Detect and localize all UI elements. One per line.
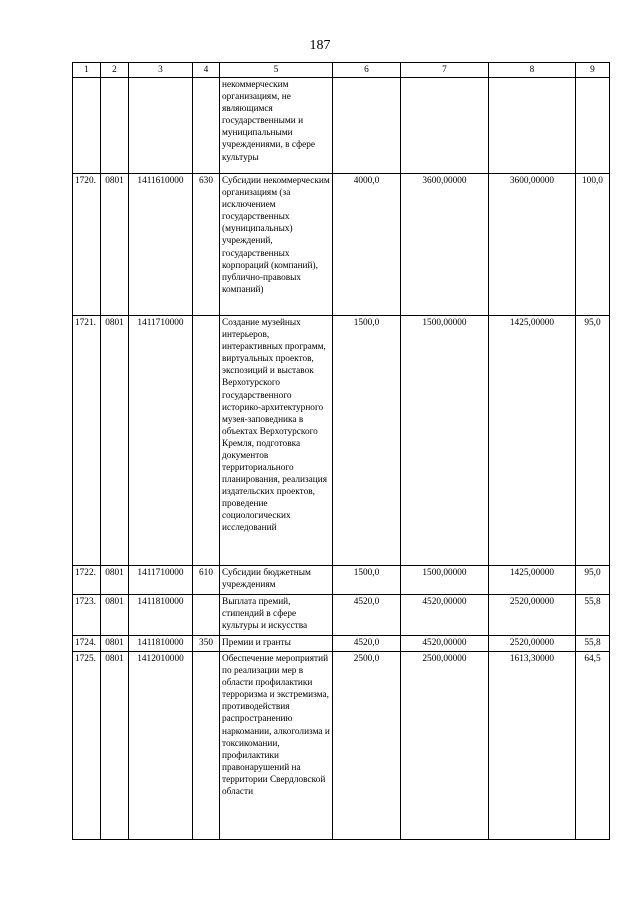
- plan-amount-cell: 1500,0: [333, 316, 401, 566]
- target-code-cell: 1411610000: [129, 174, 193, 316]
- percent-cell: 95,0: [576, 566, 610, 595]
- percent-cell: [576, 78, 610, 174]
- target-code-cell: 1411810000: [129, 595, 193, 636]
- section-code-cell: [101, 78, 129, 174]
- column-header: 4: [193, 63, 220, 78]
- page-number: 187: [309, 38, 331, 53]
- table-row: [73, 316, 610, 566]
- target-code-cell: 1412010000: [129, 652, 193, 840]
- plan-amount-cell: 2500,0: [333, 652, 401, 840]
- item-name-cell: Выплата премий, стипендий в сфере культуры и искусства: [220, 595, 333, 636]
- row-number-cell: 1722.: [73, 566, 101, 595]
- plan-amount-cell: 4000,0: [333, 174, 401, 316]
- item-name-cell: Обеспечение мероприятий по реализации мер в области профилактики терроризма и экстремизма, противодействия распространению наркомании, алкоголизма и токсикомании, профилактики правонарушений на территории Свердловской области: [220, 652, 333, 840]
- table-row: [73, 636, 610, 652]
- column-header: 2: [101, 63, 129, 78]
- section-code-cell: 0801: [101, 652, 129, 840]
- approved-amount-cell: 2500,00000: [401, 652, 489, 840]
- approved-amount-cell: 4520,00000: [401, 595, 489, 636]
- column-header: 8: [489, 63, 576, 78]
- executed-amount-cell: 1425,00000: [489, 316, 576, 566]
- executed-amount-cell: [489, 78, 576, 174]
- plan-amount-cell: 1500,0: [333, 566, 401, 595]
- column-header: 3: [129, 63, 193, 78]
- table-row: [73, 595, 610, 636]
- section-code-cell: 0801: [101, 316, 129, 566]
- column-header: 7: [401, 63, 489, 78]
- section-code-cell: 0801: [101, 566, 129, 595]
- approved-amount-cell: 1500,00000: [401, 566, 489, 595]
- item-name-cell: Премии и гранты: [220, 636, 333, 652]
- column-header: 1: [73, 63, 101, 78]
- expense-type-cell: [193, 316, 220, 566]
- row-number-cell: 1725.: [73, 652, 101, 840]
- executed-amount-cell: 1425,00000: [489, 566, 576, 595]
- target-code-cell: 1411710000: [129, 566, 193, 595]
- item-name-cell: Субсидии бюджетным учреждениям: [220, 566, 333, 595]
- section-code-cell: 0801: [101, 174, 129, 316]
- column-header: 9: [576, 63, 610, 78]
- target-code-cell: 1411710000: [129, 316, 193, 566]
- target-code-cell: 1411810000: [129, 636, 193, 652]
- table-row: [73, 566, 610, 595]
- plan-amount-cell: 4520,0: [333, 595, 401, 636]
- expense-type-cell: [193, 595, 220, 636]
- item-name-cell: Создание музейных интерьеров, интерактивных программ, виртуальных проектов, экспозиций и выставок Верхотурского государственного историко-архитектурного музея-заповедника в объектах Верхотурского Кремля, подготовка документов территориального планирования, реализация издательских проектов, проведение социологических исследований: [220, 316, 333, 566]
- row-number-cell: 1724.: [73, 636, 101, 652]
- table-row: [73, 174, 610, 316]
- plan-amount-cell: [333, 78, 401, 174]
- item-name-cell: некоммерческим организациям, не являющимся государственными и муниципальными учреждениями, в сфере культуры: [220, 78, 333, 174]
- approved-amount-cell: 4520,00000: [401, 636, 489, 652]
- target-code-cell: [129, 78, 193, 174]
- section-code-cell: 0801: [101, 595, 129, 636]
- approved-amount-cell: [401, 78, 489, 174]
- expense-type-cell: 350: [193, 636, 220, 652]
- expense-type-cell: 610: [193, 566, 220, 595]
- approved-amount-cell: 1500,00000: [401, 316, 489, 566]
- executed-amount-cell: 1613,30000: [489, 652, 576, 840]
- table-header-row: [73, 63, 610, 78]
- table-row: [73, 652, 610, 840]
- percent-cell: 64,5: [576, 652, 610, 840]
- item-name-cell: Субсидии некоммерческим организациям (за исключением государственных (муниципальных) учреждений, государственных корпораций (компаний), публично-правовых компаний): [220, 174, 333, 316]
- executed-amount-cell: 2520,00000: [489, 595, 576, 636]
- percent-cell: 55,8: [576, 636, 610, 652]
- expense-type-cell: 630: [193, 174, 220, 316]
- percent-cell: 100,0: [576, 174, 610, 316]
- row-number-cell: 1720.: [73, 174, 101, 316]
- budget-table: [72, 62, 610, 840]
- column-header: 6: [333, 63, 401, 78]
- plan-amount-cell: 4520,0: [333, 636, 401, 652]
- column-header: 5: [220, 63, 333, 78]
- table-row: [73, 78, 610, 174]
- percent-cell: 95,0: [576, 316, 610, 566]
- approved-amount-cell: 3600,00000: [401, 174, 489, 316]
- percent-cell: 55,8: [576, 595, 610, 636]
- row-number-cell: 1721.: [73, 316, 101, 566]
- executed-amount-cell: 3600,00000: [489, 174, 576, 316]
- section-code-cell: 0801: [101, 636, 129, 652]
- row-number-cell: [73, 78, 101, 174]
- expense-type-cell: [193, 78, 220, 174]
- row-number-cell: 1723.: [73, 595, 101, 636]
- executed-amount-cell: 2520,00000: [489, 636, 576, 652]
- expense-type-cell: [193, 652, 220, 840]
